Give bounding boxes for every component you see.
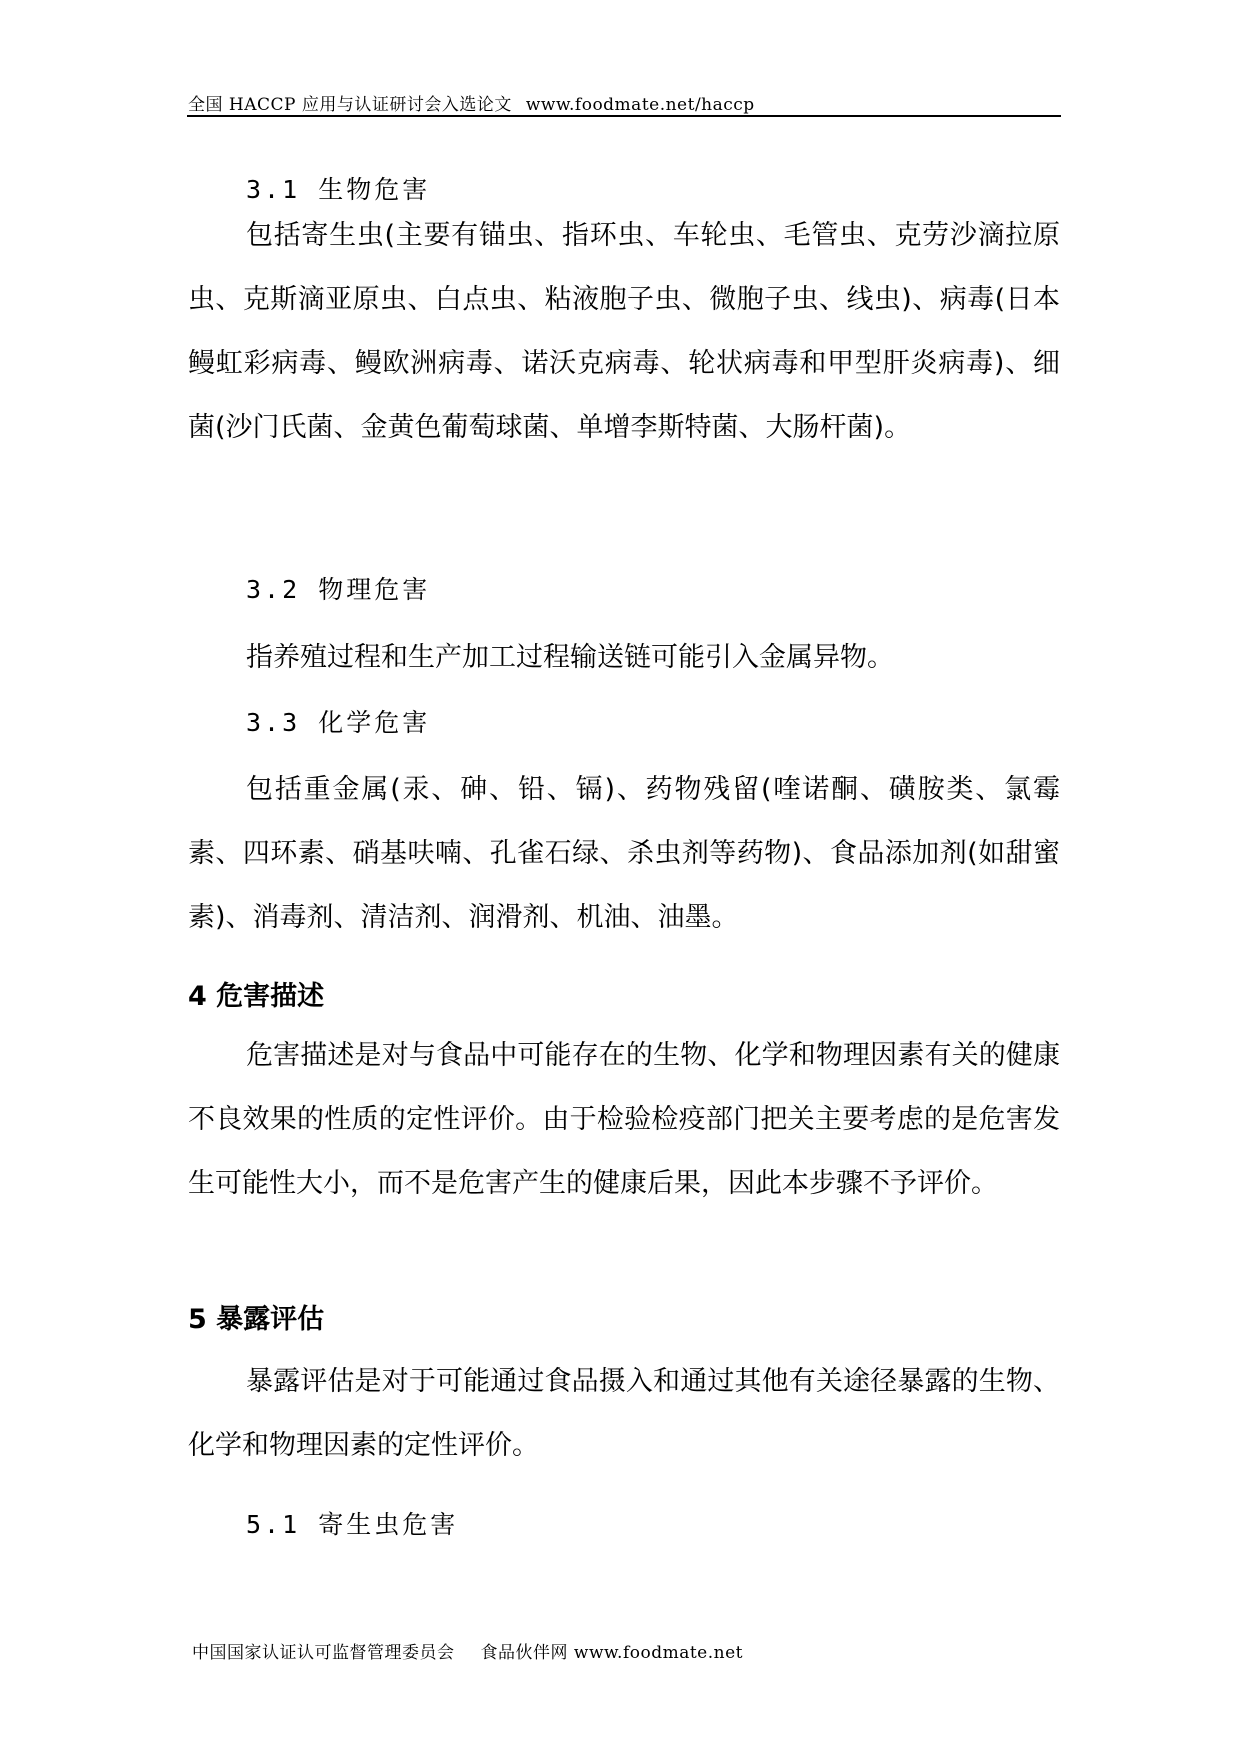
paragraph-3-2: 指养殖过程和生产加工过程输送链可能引入金属异物。 (246, 642, 894, 673)
header-rule (187, 115, 1061, 117)
heading-3-1: 3.1 生物危害 (246, 175, 431, 204)
heading-3-2: 3.2 物理危害 (246, 575, 431, 604)
paragraph-5: 暴露评估是对于可能通过食品摄入和通过其他有关途径暴露的生物、化学和物理因素的定性评价。 (188, 1366, 1060, 1461)
heading-3-3: 3.3 化学危害 (246, 708, 431, 737)
footer-site: 食品伙伴网 www.foodmate.net (480, 1643, 743, 1663)
paragraph-4: 危害描述是对与食品中可能存在的生物、化学和物理因素有关的健康不良效果的性质的定性评价。由于检验检疫部门把关主要考虑的是危害发生可能性大小，而不是危害产生的健康后果，因此本步骤不予评价。 (188, 1040, 1060, 1199)
header-title: 全国 HACCP 应用与认证研讨会入选论文 (188, 95, 512, 115)
footer-org: 中国国家认证认可监督管理委员会 (192, 1643, 455, 1663)
paragraph-3-3: 包括重金属(汞、砷、铅、镉)、药物残留(喹诺酮、磺胺类、氯霉素、四环素、硝基呋喃、孔雀石绿、杀虫剂等药物)、食品添加剂(如甜蜜素)、消毒剂、清洁剂、润滑剂、机油、油墨。 (188, 774, 1060, 933)
page-header (188, 90, 1060, 115)
paragraph-3-1: 包括寄生虫(主要有锚虫、指环虫、车轮虫、毛管虫、克劳沙滴拉原虫、克斯滴亚原虫、白点虫、粘液胞子虫、微胞子虫、线虫)、病毒(日本鳗虹彩病毒、鳗欧洲病毒、诺沃克病毒、轮状病毒和甲型肝炎病毒)、细菌(沙门氏菌、金黄色葡萄球菌、单增李斯特菌、大肠杆菌)。 (188, 220, 1060, 443)
section-title-4: 4 危害描述 (188, 981, 325, 1012)
page-footer (192, 1638, 743, 1663)
header-url: www.foodmate.net/haccp (525, 95, 755, 115)
heading-5-1: 5.1 寄生虫危害 (246, 1510, 459, 1539)
section-title-5: 5 暴露评估 (188, 1304, 325, 1335)
